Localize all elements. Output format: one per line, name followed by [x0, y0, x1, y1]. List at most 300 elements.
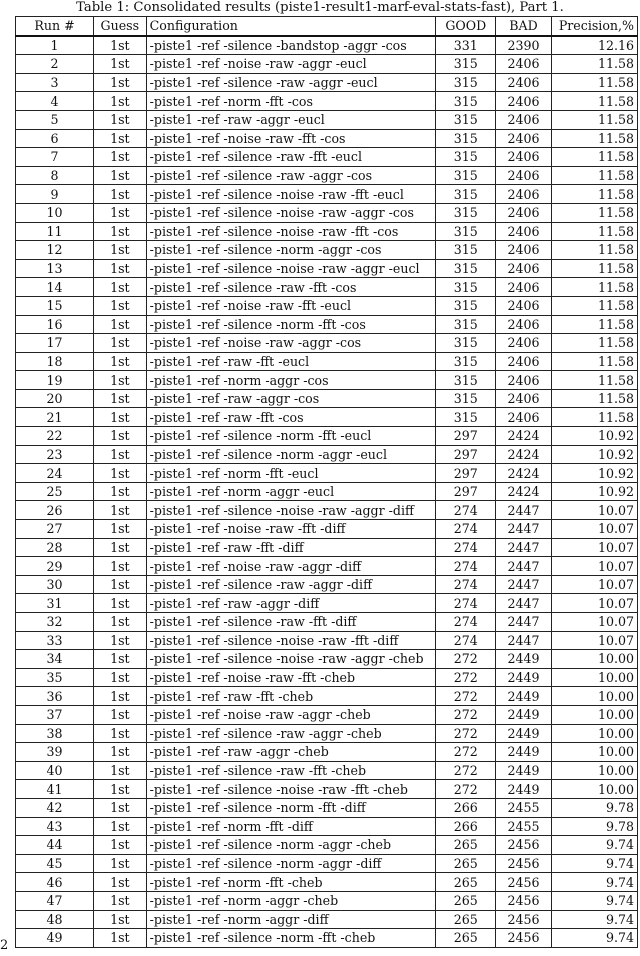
cell-bad: 2406 — [496, 315, 552, 334]
cell-configuration: -piste1 -ref -norm -fft -cos — [146, 92, 436, 111]
cell-guess: 1st — [94, 687, 147, 706]
cell-guess: 1st — [94, 55, 147, 74]
cell-precision: 10.92 — [551, 445, 637, 464]
table-row — [16, 910, 638, 929]
cell-configuration: -piste1 -ref -silence -noise -raw -aggr -diff — [146, 501, 436, 520]
cell-bad: 2449 — [496, 687, 552, 706]
cell-guess: 1st — [94, 36, 147, 55]
cell-run: 27 — [16, 520, 94, 539]
cell-bad: 2449 — [496, 650, 552, 669]
cell-configuration: -piste1 -ref -silence -raw -fft -cheb — [146, 761, 436, 780]
cell-good: 315 — [436, 352, 496, 371]
cell-good: 315 — [436, 389, 496, 408]
cell-good: 274 — [436, 631, 496, 650]
cell-guess: 1st — [94, 854, 147, 873]
cell-bad: 2456 — [496, 910, 552, 929]
cell-configuration: -piste1 -ref -raw -fft -eucl — [146, 352, 436, 371]
cell-good: 274 — [436, 575, 496, 594]
table-row — [16, 929, 638, 948]
cell-precision: 10.00 — [551, 650, 637, 669]
cell-guess: 1st — [94, 110, 147, 129]
cell-good: 272 — [436, 650, 496, 669]
table-row — [16, 761, 638, 780]
cell-precision: 9.78 — [551, 798, 637, 817]
cell-good: 272 — [436, 743, 496, 762]
cell-bad: 2447 — [496, 575, 552, 594]
cell-bad: 2406 — [496, 334, 552, 353]
cell-bad: 2456 — [496, 891, 552, 910]
cell-bad: 2406 — [496, 110, 552, 129]
table-row — [16, 36, 638, 55]
cell-run: 14 — [16, 278, 94, 297]
cell-run: 16 — [16, 315, 94, 334]
cell-good: 272 — [436, 705, 496, 724]
table-row — [16, 222, 638, 241]
cell-bad: 2406 — [496, 203, 552, 222]
cell-run: 46 — [16, 873, 94, 892]
cell-precision: 9.74 — [551, 873, 637, 892]
header-row — [16, 17, 638, 36]
table-row — [16, 389, 638, 408]
cell-configuration: -piste1 -ref -noise -raw -aggr -cos — [146, 334, 436, 353]
cell-run: 36 — [16, 687, 94, 706]
cell-guess: 1st — [94, 743, 147, 762]
table-row — [16, 650, 638, 669]
cell-precision: 11.58 — [551, 334, 637, 353]
cell-configuration: -piste1 -ref -silence -noise -raw -fft -diff — [146, 631, 436, 650]
cell-good: 274 — [436, 520, 496, 539]
cell-precision: 10.00 — [551, 705, 637, 724]
cell-good: 315 — [436, 241, 496, 260]
cell-bad: 2424 — [496, 482, 552, 501]
cell-configuration: -piste1 -ref -norm -aggr -diff — [146, 910, 436, 929]
cell-good: 315 — [436, 408, 496, 427]
cell-bad: 2406 — [496, 148, 552, 167]
cell-good: 315 — [436, 55, 496, 74]
cell-guess: 1st — [94, 761, 147, 780]
cell-bad: 2406 — [496, 259, 552, 278]
table-row — [16, 836, 638, 855]
cell-configuration: -piste1 -ref -noise -raw -aggr -eucl — [146, 55, 436, 74]
table-row — [16, 278, 638, 297]
cell-configuration: -piste1 -ref -noise -raw -fft -diff — [146, 520, 436, 539]
cell-bad: 2455 — [496, 817, 552, 836]
cell-run: 29 — [16, 557, 94, 576]
cell-run: 39 — [16, 743, 94, 762]
cell-precision: 10.92 — [551, 464, 637, 483]
cell-guess: 1st — [94, 352, 147, 371]
header-bad: BAD — [496, 17, 552, 36]
cell-run: 12 — [16, 241, 94, 260]
cell-precision: 11.58 — [551, 73, 637, 92]
cell-configuration: -piste1 -ref -silence -raw -aggr -eucl — [146, 73, 436, 92]
cell-run: 34 — [16, 650, 94, 669]
cell-guess: 1st — [94, 594, 147, 613]
cell-run: 17 — [16, 334, 94, 353]
cell-configuration: -piste1 -ref -silence -norm -aggr -eucl — [146, 445, 436, 464]
table-row — [16, 334, 638, 353]
cell-good: 297 — [436, 482, 496, 501]
cell-precision: 11.58 — [551, 166, 637, 185]
table-row — [16, 668, 638, 687]
cell-bad: 2456 — [496, 854, 552, 873]
cell-bad: 2390 — [496, 36, 552, 55]
cell-run: 40 — [16, 761, 94, 780]
cell-run: 24 — [16, 464, 94, 483]
cell-configuration: -piste1 -ref -noise -raw -fft -cos — [146, 129, 436, 148]
cell-run: 25 — [16, 482, 94, 501]
cell-precision: 10.00 — [551, 668, 637, 687]
cell-configuration: -piste1 -ref -silence -norm -fft -diff — [146, 798, 436, 817]
cell-run: 44 — [16, 836, 94, 855]
cell-configuration: -piste1 -ref -silence -raw -aggr -cos — [146, 166, 436, 185]
header-run: Run # — [16, 17, 94, 36]
cell-precision: 10.00 — [551, 724, 637, 743]
cell-configuration: -piste1 -ref -noise -raw -fft -eucl — [146, 296, 436, 315]
cell-guess: 1st — [94, 501, 147, 520]
table-row — [16, 166, 638, 185]
cell-run: 28 — [16, 538, 94, 557]
cell-bad: 2406 — [496, 73, 552, 92]
cell-precision: 10.00 — [551, 743, 637, 762]
cell-guess: 1st — [94, 185, 147, 204]
cell-configuration: -piste1 -ref -raw -fft -cheb — [146, 687, 436, 706]
header-precision: Precision,% — [551, 17, 637, 36]
cell-bad: 2449 — [496, 761, 552, 780]
cell-bad: 2406 — [496, 185, 552, 204]
cell-guess: 1st — [94, 129, 147, 148]
cell-good: 265 — [436, 836, 496, 855]
cell-good: 315 — [436, 334, 496, 353]
cell-bad: 2447 — [496, 538, 552, 557]
cell-bad: 2406 — [496, 55, 552, 74]
table-row — [16, 92, 638, 111]
cell-precision: 11.58 — [551, 408, 637, 427]
cell-configuration: -piste1 -ref -silence -noise -raw -fft -cos — [146, 222, 436, 241]
cell-bad: 2406 — [496, 296, 552, 315]
cell-guess: 1st — [94, 836, 147, 855]
table-row — [16, 148, 638, 167]
cell-configuration: -piste1 -ref -silence -norm -aggr -diff — [146, 854, 436, 873]
cell-guess: 1st — [94, 427, 147, 446]
table-row — [16, 129, 638, 148]
cell-configuration: -piste1 -ref -noise -raw -aggr -diff — [146, 557, 436, 576]
cell-precision: 11.58 — [551, 148, 637, 167]
table-caption: Table 1: Consolidated results (piste1-result1-marf-eval-stats-fast), Part 1. — [76, 0, 564, 15]
cell-guess: 1st — [94, 538, 147, 557]
cell-bad: 2406 — [496, 92, 552, 111]
cell-run: 35 — [16, 668, 94, 687]
cell-run: 21 — [16, 408, 94, 427]
cell-run: 13 — [16, 259, 94, 278]
cell-bad: 2447 — [496, 594, 552, 613]
table-row — [16, 557, 638, 576]
cell-good: 315 — [436, 148, 496, 167]
cell-precision: 11.58 — [551, 278, 637, 297]
cell-bad: 2447 — [496, 501, 552, 520]
cell-good: 315 — [436, 259, 496, 278]
cell-bad: 2424 — [496, 427, 552, 446]
cell-precision: 10.07 — [551, 501, 637, 520]
cell-run: 41 — [16, 780, 94, 799]
cell-run: 38 — [16, 724, 94, 743]
cell-configuration: -piste1 -ref -raw -aggr -diff — [146, 594, 436, 613]
cell-good: 297 — [436, 445, 496, 464]
cell-bad: 2447 — [496, 557, 552, 576]
cell-precision: 11.58 — [551, 92, 637, 111]
cell-run: 32 — [16, 613, 94, 632]
cell-precision: 11.58 — [551, 110, 637, 129]
cell-bad: 2449 — [496, 705, 552, 724]
cell-run: 23 — [16, 445, 94, 464]
cell-guess: 1st — [94, 631, 147, 650]
cell-guess: 1st — [94, 464, 147, 483]
cell-bad: 2449 — [496, 724, 552, 743]
cell-configuration: -piste1 -ref -silence -raw -aggr -diff — [146, 575, 436, 594]
cell-run: 5 — [16, 110, 94, 129]
cell-run: 22 — [16, 427, 94, 446]
table-row — [16, 73, 638, 92]
cell-good: 265 — [436, 873, 496, 892]
table-row — [16, 296, 638, 315]
cell-configuration: -piste1 -ref -silence -raw -fft -cos — [146, 278, 436, 297]
cell-guess: 1st — [94, 798, 147, 817]
table-row — [16, 891, 638, 910]
cell-precision: 12.16 — [551, 36, 637, 55]
table-row — [16, 501, 638, 520]
table-row — [16, 817, 638, 836]
cell-guess: 1st — [94, 650, 147, 669]
cell-configuration: -piste1 -ref -raw -fft -cos — [146, 408, 436, 427]
cell-guess: 1st — [94, 371, 147, 390]
cell-bad: 2456 — [496, 929, 552, 948]
cell-good: 315 — [436, 278, 496, 297]
cell-good: 315 — [436, 315, 496, 334]
cell-precision: 10.07 — [551, 613, 637, 632]
cell-good: 315 — [436, 296, 496, 315]
cell-configuration: -piste1 -ref -silence -noise -raw -aggr -cos — [146, 203, 436, 222]
table-row — [16, 352, 638, 371]
cell-guess: 1st — [94, 278, 147, 297]
cell-good: 272 — [436, 687, 496, 706]
table-row — [16, 724, 638, 743]
cell-precision: 10.07 — [551, 520, 637, 539]
cell-configuration: -piste1 -ref -raw -aggr -eucl — [146, 110, 436, 129]
cell-precision: 11.58 — [551, 222, 637, 241]
cell-precision: 10.07 — [551, 575, 637, 594]
cell-good: 315 — [436, 185, 496, 204]
table-row — [16, 315, 638, 334]
cell-configuration: -piste1 -ref -silence -raw -aggr -cheb — [146, 724, 436, 743]
table-row — [16, 445, 638, 464]
table-row — [16, 464, 638, 483]
cell-guess: 1st — [94, 296, 147, 315]
cell-configuration: -piste1 -ref -raw -fft -diff — [146, 538, 436, 557]
cell-guess: 1st — [94, 520, 147, 539]
table-row — [16, 780, 638, 799]
cell-precision: 11.58 — [551, 55, 637, 74]
cell-configuration: -piste1 -ref -norm -fft -diff — [146, 817, 436, 836]
cell-good: 274 — [436, 557, 496, 576]
cell-guess: 1st — [94, 445, 147, 464]
cell-guess: 1st — [94, 222, 147, 241]
table-row — [16, 743, 638, 762]
table-row — [16, 185, 638, 204]
cell-bad: 2447 — [496, 520, 552, 539]
cell-guess: 1st — [94, 873, 147, 892]
cell-bad: 2447 — [496, 631, 552, 650]
cell-precision: 10.00 — [551, 761, 637, 780]
cell-bad: 2406 — [496, 129, 552, 148]
cell-precision: 10.07 — [551, 631, 637, 650]
cell-guess: 1st — [94, 705, 147, 724]
cell-bad: 2449 — [496, 668, 552, 687]
cell-good: 315 — [436, 222, 496, 241]
cell-configuration: -piste1 -ref -norm -aggr -cheb — [146, 891, 436, 910]
cell-precision: 9.74 — [551, 836, 637, 855]
cell-run: 10 — [16, 203, 94, 222]
cell-good: 315 — [436, 129, 496, 148]
cell-precision: 11.58 — [551, 241, 637, 260]
cell-precision: 11.58 — [551, 389, 637, 408]
table-row — [16, 613, 638, 632]
cell-bad: 2406 — [496, 222, 552, 241]
cell-good: 272 — [436, 780, 496, 799]
cell-run: 2 — [16, 55, 94, 74]
cell-bad: 2406 — [496, 389, 552, 408]
header-guess: Guess — [94, 17, 147, 36]
table-header — [16, 17, 638, 36]
cell-configuration: -piste1 -ref -noise -raw -aggr -cheb — [146, 705, 436, 724]
cell-good: 315 — [436, 110, 496, 129]
cell-bad: 2406 — [496, 371, 552, 390]
cell-precision: 11.58 — [551, 203, 637, 222]
cell-run: 48 — [16, 910, 94, 929]
cell-bad: 2456 — [496, 836, 552, 855]
cell-guess: 1st — [94, 910, 147, 929]
table-row — [16, 575, 638, 594]
cell-precision: 11.58 — [551, 129, 637, 148]
cell-guess: 1st — [94, 408, 147, 427]
cell-run: 18 — [16, 352, 94, 371]
cell-configuration: -piste1 -ref -norm -aggr -eucl — [146, 482, 436, 501]
cell-precision: 10.07 — [551, 594, 637, 613]
cell-guess: 1st — [94, 575, 147, 594]
cell-bad: 2406 — [496, 166, 552, 185]
cell-good: 315 — [436, 73, 496, 92]
cell-guess: 1st — [94, 929, 147, 948]
cell-good: 274 — [436, 501, 496, 520]
cell-run: 11 — [16, 222, 94, 241]
cell-run: 19 — [16, 371, 94, 390]
cell-configuration: -piste1 -ref -silence -norm -aggr -cheb — [146, 836, 436, 855]
cell-good: 272 — [436, 761, 496, 780]
cell-guess: 1st — [94, 389, 147, 408]
cell-guess: 1st — [94, 203, 147, 222]
cell-guess: 1st — [94, 724, 147, 743]
cell-configuration: -piste1 -ref -silence -bandstop -aggr -cos — [146, 36, 436, 55]
cell-guess: 1st — [94, 482, 147, 501]
cell-bad: 2447 — [496, 613, 552, 632]
cell-run: 43 — [16, 817, 94, 836]
table-row — [16, 482, 638, 501]
cell-run: 45 — [16, 854, 94, 873]
table-row — [16, 687, 638, 706]
cell-configuration: -piste1 -ref -silence -noise -raw -fft -eucl — [146, 185, 436, 204]
cell-precision: 10.00 — [551, 780, 637, 799]
table-row — [16, 798, 638, 817]
cell-good: 274 — [436, 538, 496, 557]
cell-guess: 1st — [94, 613, 147, 632]
cell-guess: 1st — [94, 780, 147, 799]
cell-configuration: -piste1 -ref -silence -raw -fft -diff — [146, 613, 436, 632]
cell-guess: 1st — [94, 315, 147, 334]
cell-bad: 2456 — [496, 873, 552, 892]
cell-precision: 9.74 — [551, 929, 637, 948]
table-row — [16, 631, 638, 650]
cell-good: 265 — [436, 910, 496, 929]
cell-configuration: -piste1 -ref -noise -raw -fft -cheb — [146, 668, 436, 687]
cell-configuration: -piste1 -ref -silence -noise -raw -aggr -eucl — [146, 259, 436, 278]
cell-good: 315 — [436, 203, 496, 222]
header-good: GOOD — [436, 17, 496, 36]
cell-run: 8 — [16, 166, 94, 185]
cell-guess: 1st — [94, 668, 147, 687]
cell-run: 37 — [16, 705, 94, 724]
cell-precision: 9.74 — [551, 854, 637, 873]
cell-good: 297 — [436, 464, 496, 483]
table-row — [16, 427, 638, 446]
table-row — [16, 705, 638, 724]
cell-run: 20 — [16, 389, 94, 408]
cell-bad: 2406 — [496, 241, 552, 260]
cell-guess: 1st — [94, 148, 147, 167]
cell-configuration: -piste1 -ref -silence -norm -aggr -cos — [146, 241, 436, 260]
cell-guess: 1st — [94, 166, 147, 185]
cell-precision: 11.58 — [551, 185, 637, 204]
cell-run: 30 — [16, 575, 94, 594]
cell-run: 9 — [16, 185, 94, 204]
cell-precision: 9.78 — [551, 817, 637, 836]
cell-precision: 10.07 — [551, 557, 637, 576]
cell-run: 1 — [16, 36, 94, 55]
table-row — [16, 408, 638, 427]
cell-run: 3 — [16, 73, 94, 92]
cell-run: 42 — [16, 798, 94, 817]
table-row — [16, 55, 638, 74]
cell-guess: 1st — [94, 241, 147, 260]
cell-run: 7 — [16, 148, 94, 167]
cell-guess: 1st — [94, 334, 147, 353]
cell-good: 266 — [436, 817, 496, 836]
cell-configuration: -piste1 -ref -silence -raw -fft -eucl — [146, 148, 436, 167]
cell-configuration: -piste1 -ref -silence -noise -raw -fft -cheb — [146, 780, 436, 799]
cell-precision: 11.58 — [551, 352, 637, 371]
cell-precision: 11.58 — [551, 259, 637, 278]
cell-run: 4 — [16, 92, 94, 111]
cell-bad: 2424 — [496, 445, 552, 464]
cell-configuration: -piste1 -ref -norm -fft -cheb — [146, 873, 436, 892]
cell-precision: 10.92 — [551, 482, 637, 501]
table-row — [16, 594, 638, 613]
cell-configuration: -piste1 -ref -norm -aggr -cos — [146, 371, 436, 390]
header-configuration: Configuration — [146, 17, 436, 36]
cell-run: 33 — [16, 631, 94, 650]
cell-guess: 1st — [94, 557, 147, 576]
cell-precision: 11.58 — [551, 315, 637, 334]
cell-good: 297 — [436, 427, 496, 446]
cell-precision: 10.00 — [551, 687, 637, 706]
